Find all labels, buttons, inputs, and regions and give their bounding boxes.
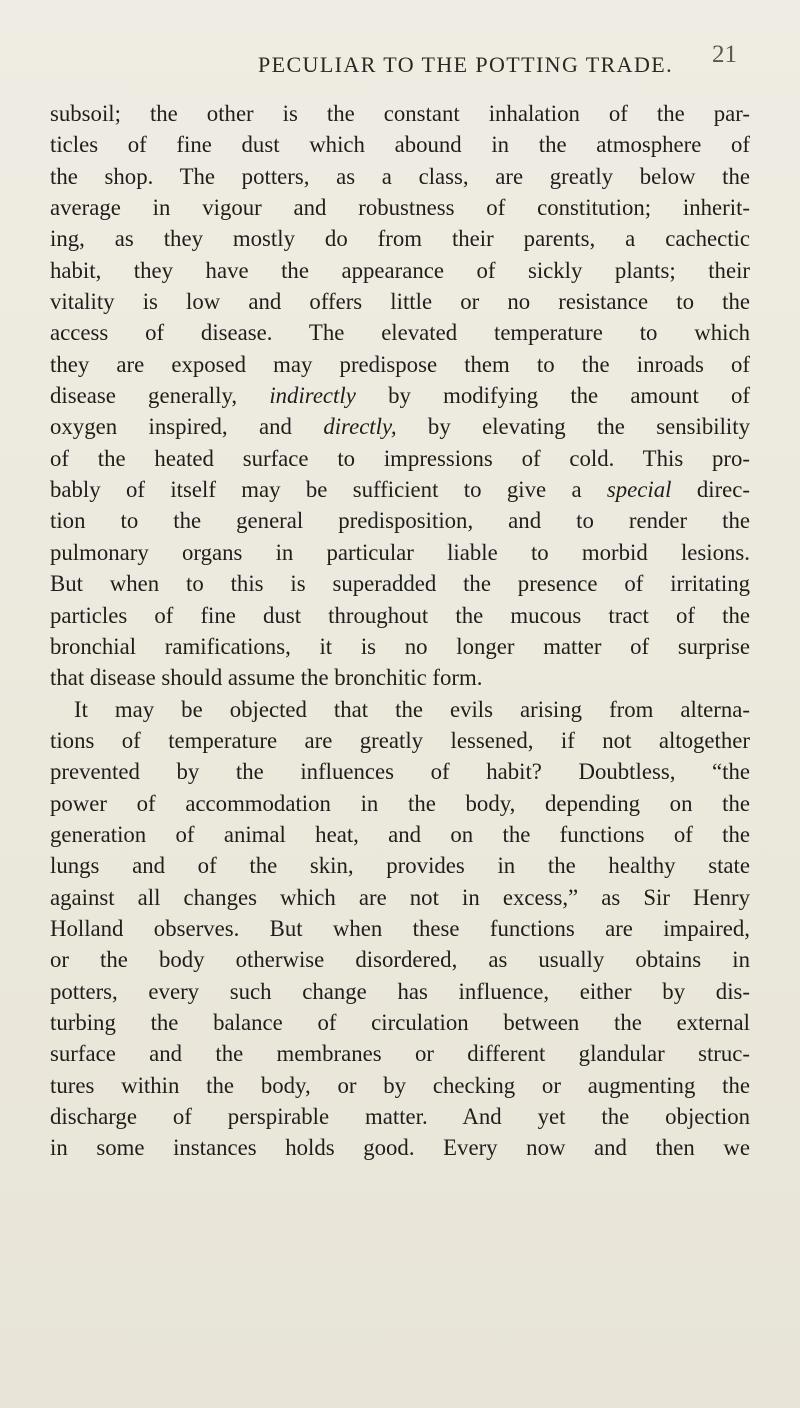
text-run: oxygen inspired, and bbox=[50, 414, 324, 440]
text-line: generation of animal heat, and on the functions of the bbox=[50, 821, 750, 847]
italic-run: special bbox=[606, 477, 672, 503]
text-line: tures within the body, or by checking or augmenting the bbox=[50, 1072, 750, 1098]
text-line: ticles of fine dust which abound in the atmosphere of bbox=[50, 132, 750, 158]
text-run: direc- bbox=[671, 477, 750, 503]
text-line bbox=[50, 474, 750, 505]
text-line bbox=[50, 380, 750, 411]
text-line: prevented by the influences of habit? Doubtless, “the bbox=[50, 759, 750, 785]
text-line: turbing the balance of circulation between the external bbox=[50, 1009, 750, 1035]
page-number: 21 bbox=[712, 41, 737, 68]
text-run: by elevating the sensibility bbox=[396, 414, 750, 440]
text-line: It may be objected that the evils arising from alterna- bbox=[74, 696, 750, 722]
text-line: power of accommodation in the body, depending on the bbox=[50, 790, 750, 816]
text-run: by modifying the amount of bbox=[355, 383, 750, 409]
body-text bbox=[50, 98, 750, 1164]
text-line: pulmonary organs in particular liable to morbid lesions. bbox=[50, 539, 750, 565]
text-line: surface and the membranes or different glandular struc- bbox=[50, 1041, 750, 1067]
text-line: against all changes which are not in excess,” as Sir Henry bbox=[50, 884, 750, 910]
text-line: bronchial ramifications, it is no longer matter of surprise bbox=[50, 633, 750, 659]
text-line: they are exposed may predispose them to the inroads of bbox=[50, 351, 750, 377]
text-line: Holland observes. But when these functions are impaired, bbox=[50, 915, 750, 941]
text-line: the shop. The potters, as a class, are greatly below the bbox=[50, 163, 750, 189]
text-line: that disease should assume the bronchitic form. bbox=[50, 665, 483, 691]
text-line: tion to the general predisposition, and to render the bbox=[50, 508, 750, 534]
text-line: particles of fine dust throughout the mucous tract of the bbox=[50, 602, 750, 628]
text-line: access of disease. The elevated temperature to which bbox=[50, 320, 750, 346]
running-head: PECULIAR TO THE POTTING TRADE. bbox=[258, 52, 673, 77]
text-line: average in vigour and robustness of constitution; inherit- bbox=[50, 195, 750, 221]
text-line: discharge of perspirable matter. And yet the objection bbox=[50, 1104, 750, 1129]
text-run: disease generally, bbox=[50, 383, 270, 409]
text-line: vitality is low and offers little or no resistance to the bbox=[50, 289, 750, 315]
text-line bbox=[50, 411, 750, 442]
text-line: But when to this is superadded the presence of irritating bbox=[50, 571, 750, 597]
italic-run: directly, bbox=[323, 414, 397, 440]
text-line: habit, they have the appearance of sickly plants; their bbox=[50, 257, 750, 283]
text-line: of the heated surface to impressions of cold. This pro- bbox=[50, 445, 750, 471]
text-line: or the body otherwise disordered, as usually obtains in bbox=[50, 947, 750, 973]
text-line: ing, as they mostly do from their parents, a cachectic bbox=[50, 226, 750, 252]
italic-run: indirectly bbox=[269, 383, 356, 409]
text-line: lungs and of the skin, provides in the healthy state bbox=[50, 853, 750, 879]
text-line: tions of temperature are greatly lessened, if not altogether bbox=[50, 727, 750, 753]
text-line: subsoil; the other is the constant inhalation of the par- bbox=[50, 101, 750, 126]
text-run: bably of itself may be sufficient to give a bbox=[50, 477, 607, 503]
text-line: potters, every such change has influence, either by dis- bbox=[50, 978, 750, 1004]
text-line: in some instances holds good. Every now and then we bbox=[50, 1135, 750, 1161]
